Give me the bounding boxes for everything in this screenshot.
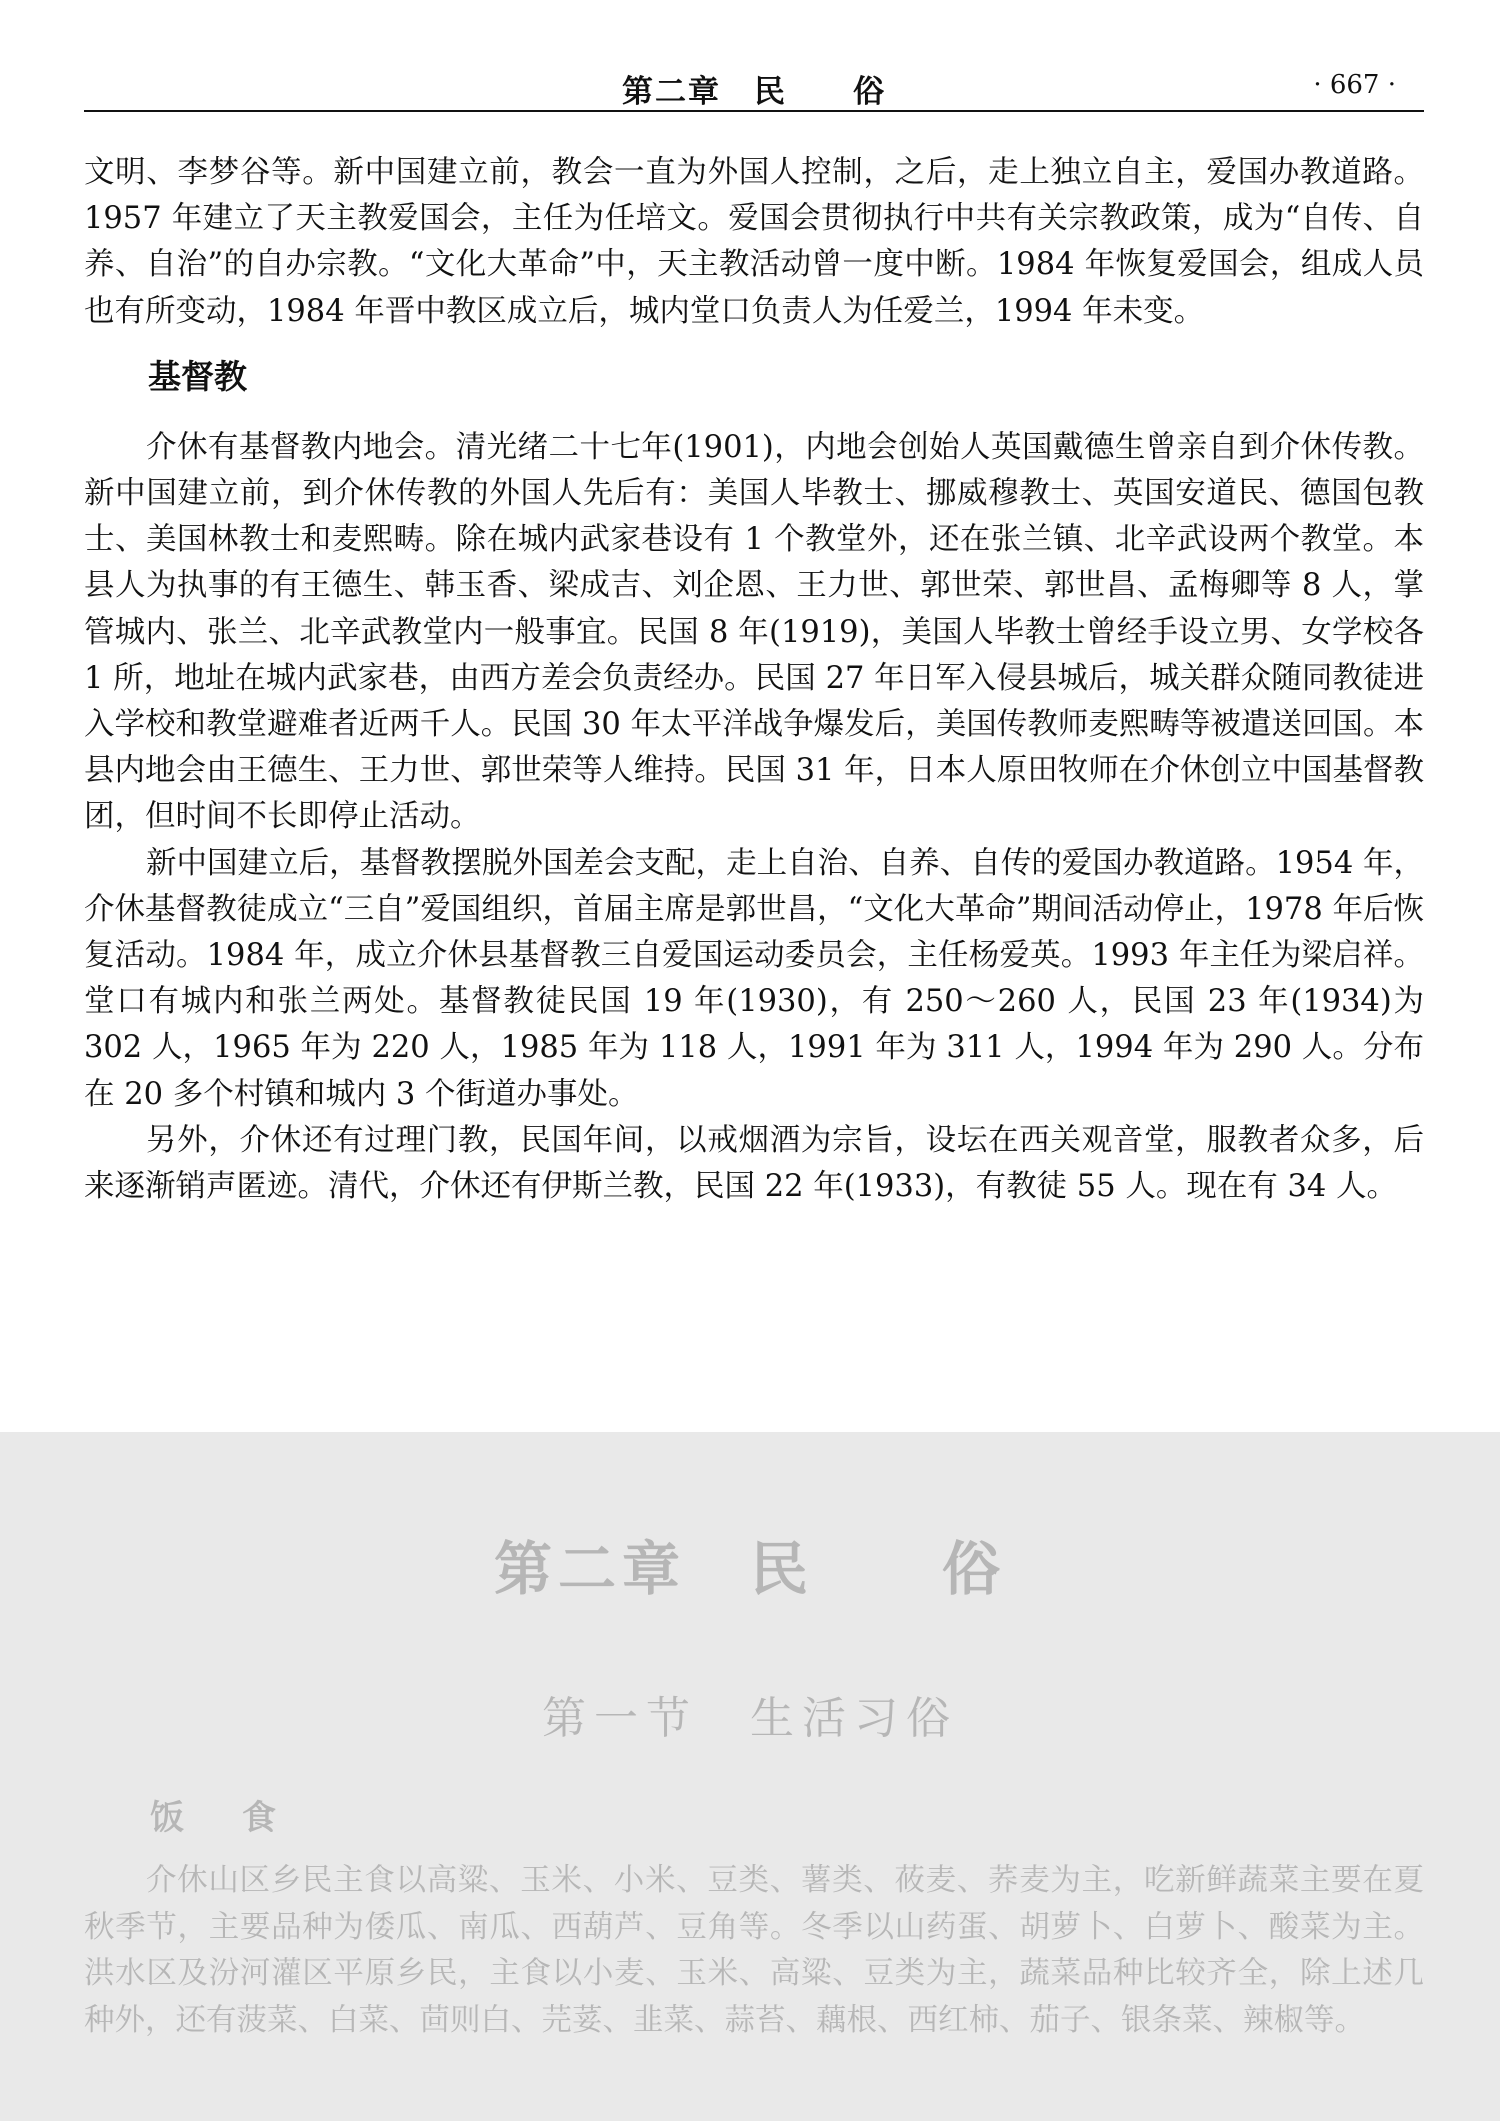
next-page-preview bbox=[0, 1432, 1500, 2121]
paragraph-christianity-history: 介休有基督教内地会。清光绪二十七年(1901)，内地会创始人英国戴德生曾亲自到介休传教。新中国建立前，到介休传教的外国人先后有：美国人毕教士、挪威穆教士、英国安道民、德国包教士、美国林教士和麦熙畴。除在城内武家巷设有 1 个教堂外，还在张兰镇、北辛武设两个教堂。本县人为执事的有王德生、韩玉香、梁成吉、刘企恩、王力世、郭世荣、郭世昌、孟梅卿等 8 人，掌管城内、张兰、北辛武教堂内一般事宜。民国 8 年(1919)，美国人毕教士曾经手设立男、女学校各 1 所，地址在城内武家巷，由西方差会负责经办。民国 27 年日军入侵县城后，城关群众随同教徒进入学校和教堂避难者近两千人。民国 30 年太平洋战争爆发后，美国传教师麦熙畴等被遣送回国。本县内地会由王德生、王力世、郭世荣等人维持。民国 31 年，日本人原田牧师在介休创立中国基督教团，但时间不长即停止活动。 bbox=[84, 429, 1424, 835]
next-page-paragraph-text: 介休山区乡民主食以高粱、玉米、小米、豆类、薯类、莜麦、荞麦为主，吃新鲜蔬菜主要在夏秋季节，主要品种为倭瓜、南瓜、西葫芦、豆角等。冬季以山药蛋、胡萝卜、白萝卜、酸菜为主。洪水区及汾河灌区平原乡民，主食以小麦、玉米、高粱、豆类为主，蔬菜品种比较齐全，除上述几种外，还有菠菜、白菜、茴则白、芫荽、韭菜、蒜苔、藕根、西红柿、茄子、银条菜、辣椒等。 bbox=[84, 1863, 1424, 2038]
paragraph-christianity-after-1949: 新中国建立后，基督教摆脱外国差会支配，走上自治、自养、自传的爱国办教道路。1954 年，介休基督教徒成立“三自”爱国组织，首届主席是郭世昌，“文化大革命”期间活动停止，1978 年后恢复活动。1984 年，成立介休县基督教三自爱国运动委员会，主任杨爱英。1993 年主任为梁启祥。堂口有城内和张兰两处。基督教徒民国 19 年(1930)，有 250～260 人，民国 23 年(1934)为 302 人，1965 年为 220 人，1985 年为 118 人，1991 年为 311 人，1994 年为 290 人。分布在 20 多个村镇和城内 3 个街道办事处。 bbox=[84, 845, 1424, 1112]
section-heading-christianity: 基督教 bbox=[148, 356, 247, 396]
running-head-chapter-title: 第二章 民 俗 bbox=[622, 74, 886, 110]
page-number: · 667 · bbox=[1313, 70, 1396, 100]
main-text bbox=[84, 150, 1424, 1210]
page-header bbox=[84, 62, 1424, 112]
next-page-section-title: 第一节 生活习俗 bbox=[542, 1693, 958, 1744]
next-page-paragraph bbox=[84, 1858, 1424, 2044]
paragraph-other-religions: 另外，介休还有过理门教，民国年间，以戒烟酒为宗旨，设坛在西关观音堂，服教者众多，后来逐渐销声匿迹。清代，介休还有伊斯兰教，民国 22 年(1933)，有教徒 55 人。现在有 34 人。 bbox=[84, 1122, 1424, 1205]
paragraph-catholic-continued: 文明、李梦谷等。新中国建立前，教会一直为外国人控制，之后，走上独立自主，爱国办教道路。1957 年建立了天主教爱国会，主任为任培文。爱国会贯彻执行中共有关宗教政策，成为“自传、自养、自治”的自办宗教。“文化大革命”中，天主教活动曾一度中断。1984 年恢复爱国会，组成人员也有所变动，1984 年晋中教区成立后，城内堂口负责人为任爱兰，1994 年未变。 bbox=[84, 155, 1424, 329]
next-page-chapter-title: 第二章 民 俗 bbox=[493, 1535, 1006, 1603]
next-page-heading: 饭 食 bbox=[150, 1798, 288, 1838]
